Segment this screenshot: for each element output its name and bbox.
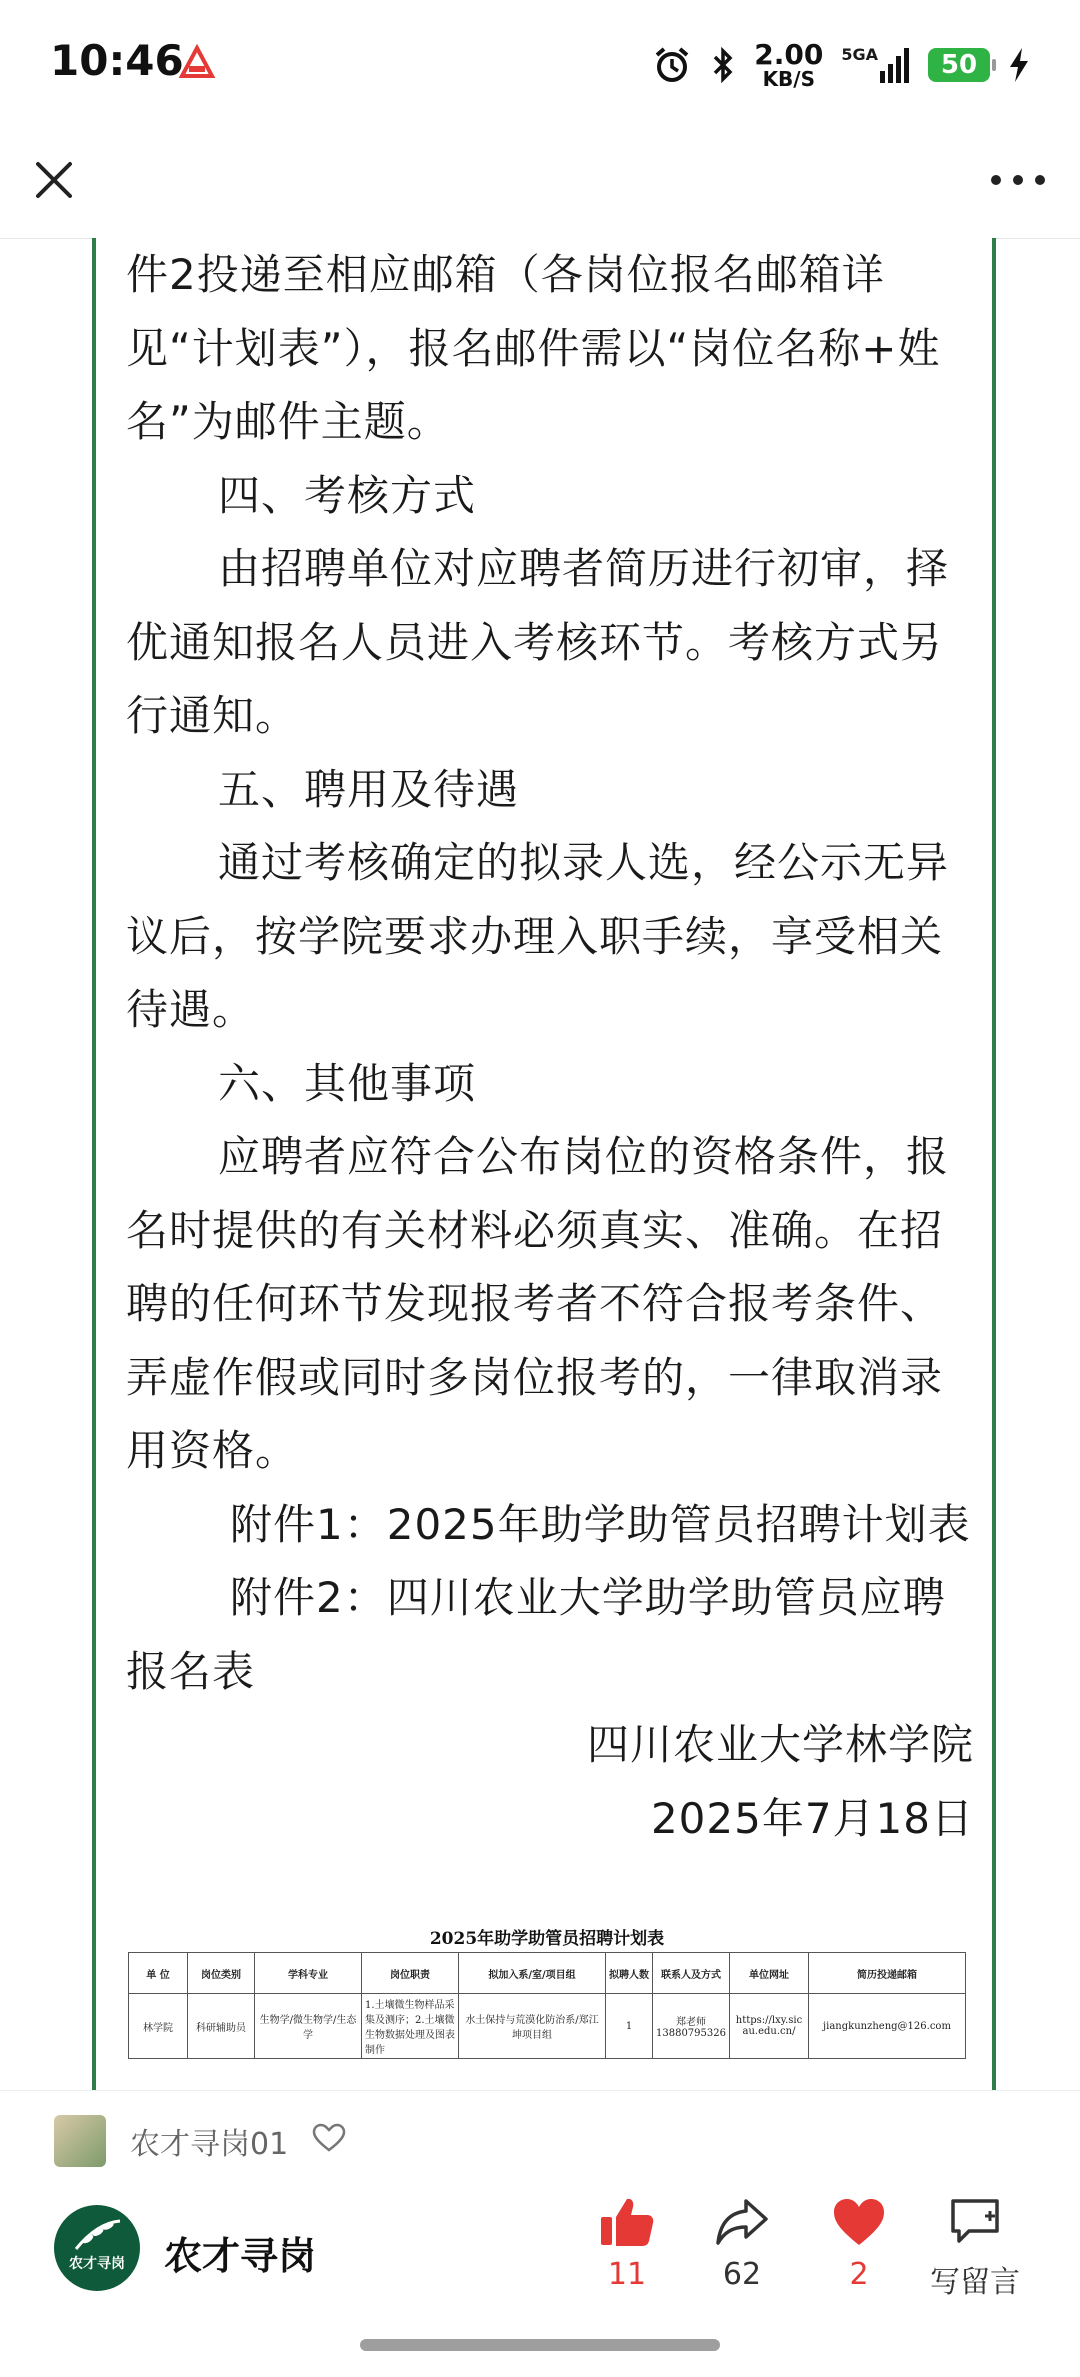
- charging-icon: [1008, 47, 1030, 83]
- app-notification-icon: [178, 44, 216, 82]
- alarm-icon: [652, 45, 692, 85]
- table-cell: 1: [606, 1994, 653, 2059]
- table-cell: https://lxy.sicau.edu.cn/: [730, 1994, 809, 2059]
- signature-org: 四川农业大学林学院: [586, 1720, 974, 1769]
- table-cell: 科研辅助员: [188, 1994, 255, 2059]
- share-button[interactable]: [687, 2195, 797, 2292]
- write-comment-button[interactable]: [920, 2195, 1030, 2301]
- close-icon[interactable]: [24, 150, 84, 210]
- table-cell: 水土保持与荒漠化防治系/郑江坤项目组: [459, 1994, 606, 2059]
- heart-icon: [831, 2195, 887, 2249]
- table-header: 岗位类别: [188, 1953, 255, 1994]
- status-bar: [0, 0, 1080, 120]
- attachment-2: 附件2：四川农业大学助学助管员应聘报名表: [126, 1573, 946, 1696]
- signature-date: 2025年7月18日: [650, 1793, 974, 1843]
- author-name[interactable]: 农才寻岗01: [130, 2127, 289, 2162]
- paragraph: 由招聘单位对应聘者简历进行初审，择优通知报名人员进入考核环节。考核方式另行通知。: [126, 544, 950, 740]
- section-heading: 四、考核方式: [218, 470, 477, 520]
- table-cell: 生物学/微生物学/生态学: [255, 1994, 362, 2059]
- table-header: 单 位: [129, 1953, 188, 1994]
- article-content: [126, 238, 974, 1855]
- heart-outline-icon[interactable]: [312, 2123, 346, 2153]
- table-header: 岗位职责: [362, 1953, 459, 1994]
- paragraph: 通过考核确定的拟录人选，经公示无异议后，按学院要求办理入职手续，享受相关待遇。: [126, 838, 950, 1034]
- table-header: 学科专业: [255, 1953, 362, 1994]
- table-title: 2025年助学助管员招聘计划表: [429, 1929, 665, 1949]
- table-cell: 郑老师 13880795326: [653, 1994, 730, 2059]
- home-indicator[interactable]: [360, 2339, 720, 2351]
- table-header: 拟聘人数: [606, 1953, 653, 1994]
- more-options-icon[interactable]: [980, 150, 1056, 210]
- signal-indicator: 5GA: [841, 47, 910, 83]
- account-name[interactable]: 农才寻岗: [164, 2234, 317, 2278]
- section-heading: 六、其他事项: [218, 1058, 477, 1108]
- attachment-1: 附件1：2025年助学助管员招聘计划表: [230, 1499, 971, 1549]
- recruitment-plan-table: [128, 1952, 966, 2059]
- wheat-icon: [54, 2209, 140, 2259]
- bluetooth-icon: [710, 45, 736, 85]
- account-logo[interactable]: 农才寻岗: [54, 2205, 140, 2291]
- paragraph: 应聘者应符合公布岗位的资格条件，报名时提供的有关材料必须真实、准确。在招聘的任何环节发现报考者不符合报考条件、弄虚作假或同时多岗位报考的，一律取消录用资格。: [126, 1132, 950, 1475]
- paragraph: 件2投递至相应邮箱（各岗位报名邮箱详见“计划表”），报名邮件需以“岗位名称+姓名”为邮件主题。: [126, 250, 941, 446]
- article-footer: [0, 2090, 1080, 2377]
- like-button[interactable]: [572, 2195, 682, 2292]
- table-header-row: [129, 1953, 966, 1994]
- table-header: 简历投递邮箱: [809, 1953, 966, 1994]
- table-cell: 1.土壤微生物样品采集及测序；2.土壤微生物数据处理及图表制作: [362, 1994, 459, 2059]
- thumbs-up-icon: [599, 2195, 655, 2249]
- like-count: 11: [607, 2257, 647, 2292]
- table-cell: jiangkunzheng@126.com: [809, 1994, 966, 2059]
- share-icon: [714, 2195, 770, 2249]
- comment-label: 写留言: [930, 2265, 1020, 2300]
- table-row: [129, 1994, 966, 2059]
- recruitment-plan-table-image[interactable]: [128, 1926, 966, 2076]
- status-icons: [652, 38, 1030, 92]
- table-header: 拟加入系/室/项目组: [459, 1953, 606, 1994]
- section-heading: 五、聘用及待遇: [218, 764, 520, 814]
- table-cell: 林学院: [129, 1994, 188, 2059]
- network-speed: 2.00 KB/S: [754, 38, 824, 91]
- favorite-button[interactable]: [804, 2195, 914, 2292]
- table-header: 单位网址: [730, 1953, 809, 1994]
- battery-icon: 50: [928, 48, 990, 82]
- table-header: 联系人及方式: [653, 1953, 730, 1994]
- article-body: [92, 238, 996, 2090]
- favorite-count: 2: [849, 2257, 869, 2292]
- top-nav: [0, 120, 1080, 239]
- status-time: 10:46: [50, 36, 184, 85]
- author-avatar[interactable]: [54, 2115, 106, 2167]
- comment-icon: [947, 2195, 1003, 2249]
- share-count: 62: [722, 2257, 762, 2292]
- signal-bars-icon: [880, 47, 910, 83]
